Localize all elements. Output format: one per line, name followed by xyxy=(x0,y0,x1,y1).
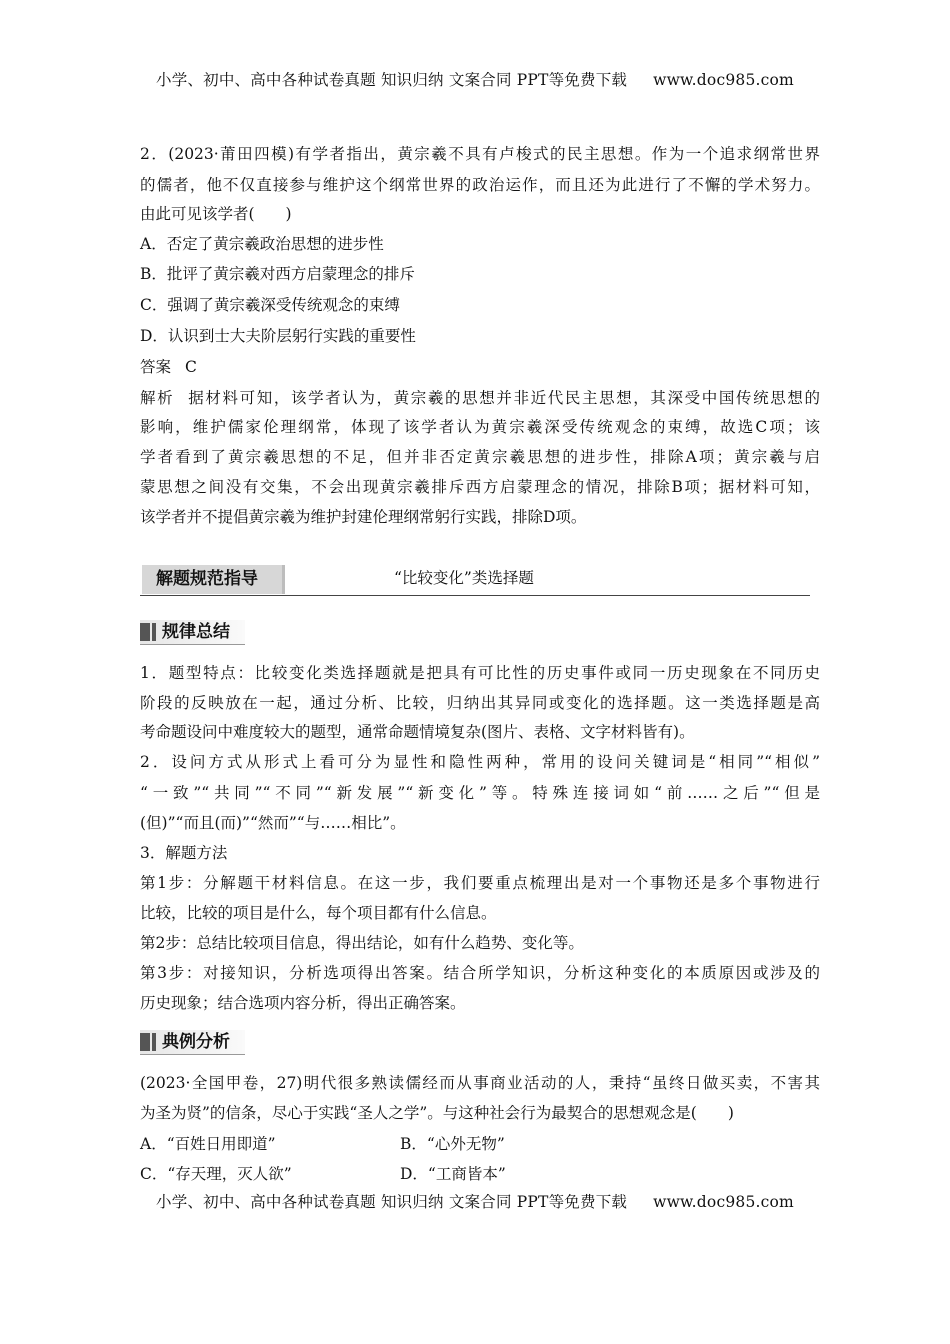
analysis-line: 学者看到了黄宗羲思想的不足，但并非否定黄宗羲思想的进步性，排除A项；黄宗羲与启 xyxy=(140,448,820,466)
analysis-line xyxy=(140,387,820,409)
question-stem-line: 由此可见该学者( ) xyxy=(140,205,292,223)
rules-line: 第3步：对接知识，分析选项得出答案。结合所学知识，分析这种变化的本质原因或涉及的 xyxy=(140,964,820,982)
heading-marker-icon xyxy=(140,623,150,641)
option-d: D．认识到士大夫阶层躬行实践的重要性 xyxy=(140,327,416,345)
analysis-text: 据材料可知，该学者认为，黄宗羲的思想并非近代民主思想，其深受中国传统思想的 xyxy=(188,389,820,407)
example-option-c: C．“存天理，灭人欲” xyxy=(140,1165,292,1183)
question-stem-line: 的儒者，他不仅直接参与维护这个纲常世界的政治运作，而且还为此进行了不懈的学术努力。 xyxy=(140,176,820,194)
rules-line: 比较，比较的项目是什么，每个项目都有什么信息。 xyxy=(140,904,497,922)
option-b: B．批评了黄宗羲对西方启蒙理念的排斥 xyxy=(140,265,415,283)
example-option-d: D．“工商皆本” xyxy=(400,1165,506,1183)
section-heading-example xyxy=(140,1030,245,1055)
rules-line: 3．解题方法 xyxy=(140,844,228,862)
question-stem-line: 2．(2023·莆田四模)有学者指出，黄宗羲不具有卢梭式的民主思想。作为一个追求纲常世界 xyxy=(140,145,820,163)
header-text: 小学、初中、高中各种试卷真题 知识归纳 文案合同 PPT等免费下载 xyxy=(156,71,628,89)
analysis-line: 该学者并不提倡黄宗羲为维护封建伦理纲常躬行实践，排除D项。 xyxy=(140,508,587,526)
option-c: C．强调了黄宗羲深受传统观念的束缚 xyxy=(140,296,400,314)
answer xyxy=(140,356,820,378)
rules-heading: 规律总结 xyxy=(162,622,230,642)
rules-line: 第2步：总结比较项目信息，得出结论，如有什么趋势、变化等。 xyxy=(140,934,584,952)
footer-text: 小学、初中、高中各种试卷真题 知识归纳 文案合同 PPT等免费下载 xyxy=(156,1193,628,1211)
guide-box-label: 解题规范指导 xyxy=(142,565,282,594)
example-option-a: A．“百姓日用即道” xyxy=(140,1135,276,1153)
rules-line: 1．题型特点：比较变化类选择题就是把具有可比性的历史事件或同一历史现象在不同历史 xyxy=(140,664,820,682)
page-header xyxy=(0,68,950,90)
rules-line: (但)”“而且(而)”“然而”“与……相比”。 xyxy=(140,814,406,832)
header-url[interactable]: www.doc985.com xyxy=(653,71,794,89)
example-heading: 典例分析 xyxy=(162,1032,230,1052)
rules-line: 2．设问方式从形式上看可分为显性和隐性两种，常用的设问关键词是“相同”“相似” xyxy=(140,753,820,771)
guide-title: “比较变化”类选择题 xyxy=(394,569,534,587)
rules-line: 考命题设问中难度较大的题型，通常命题情境复杂(图片、表格、文字材料皆有)。 xyxy=(140,723,695,741)
rules-line: 历史现象；结合选项内容分析，得出正确答案。 xyxy=(140,994,466,1012)
answer-label: 答案 xyxy=(140,358,172,376)
example-option-b: B．“心外无物” xyxy=(400,1135,505,1153)
analysis-label: 解析 xyxy=(140,389,175,407)
analysis-line: 蒙思想之间没有交集，不会出现黄宗羲排斥西方启蒙理念的情况，排除B项；据材料可知， xyxy=(140,478,820,496)
section-heading-rules xyxy=(140,620,245,645)
footer-url[interactable]: www.doc985.com xyxy=(653,1193,794,1211)
heading-marker-icon xyxy=(140,1033,150,1051)
analysis-line: 影响，维护儒家伦理纲常，体现了该学者认为黄宗羲深受传统观念的束缚，故选C项；该 xyxy=(140,418,820,436)
option-a: A．否定了黄宗羲政治思想的进步性 xyxy=(140,235,384,253)
rules-line: 阶段的反映放在一起，通过分析、比较，归纳出其异同或变化的选择题。这一类选择题是高 xyxy=(140,694,820,712)
guide-banner xyxy=(140,565,810,596)
example-stem-line: 为圣为贤”的信条，尽心于实践“圣人之学”。与这种社会行为最契合的思想观念是( ) xyxy=(140,1104,734,1122)
answer-value: C xyxy=(185,358,197,376)
rules-line: 第1步：分解题干材料信息。在这一步，我们要重点梳理出是对一个事物还是多个事物进行 xyxy=(140,874,820,892)
heading-marker-icon xyxy=(152,623,156,641)
heading-marker-icon xyxy=(152,1033,156,1051)
rules-line: “一致”“共同”“不同”“新发展”“新变化”等。特殊连接词如“前……之后”“但是 xyxy=(140,784,820,802)
page-footer xyxy=(0,1190,950,1212)
example-stem-line: (2023·全国甲卷，27)明代很多熟读儒经而从事商业活动的人，秉持“虽终日做买卖，不害其 xyxy=(140,1074,820,1092)
